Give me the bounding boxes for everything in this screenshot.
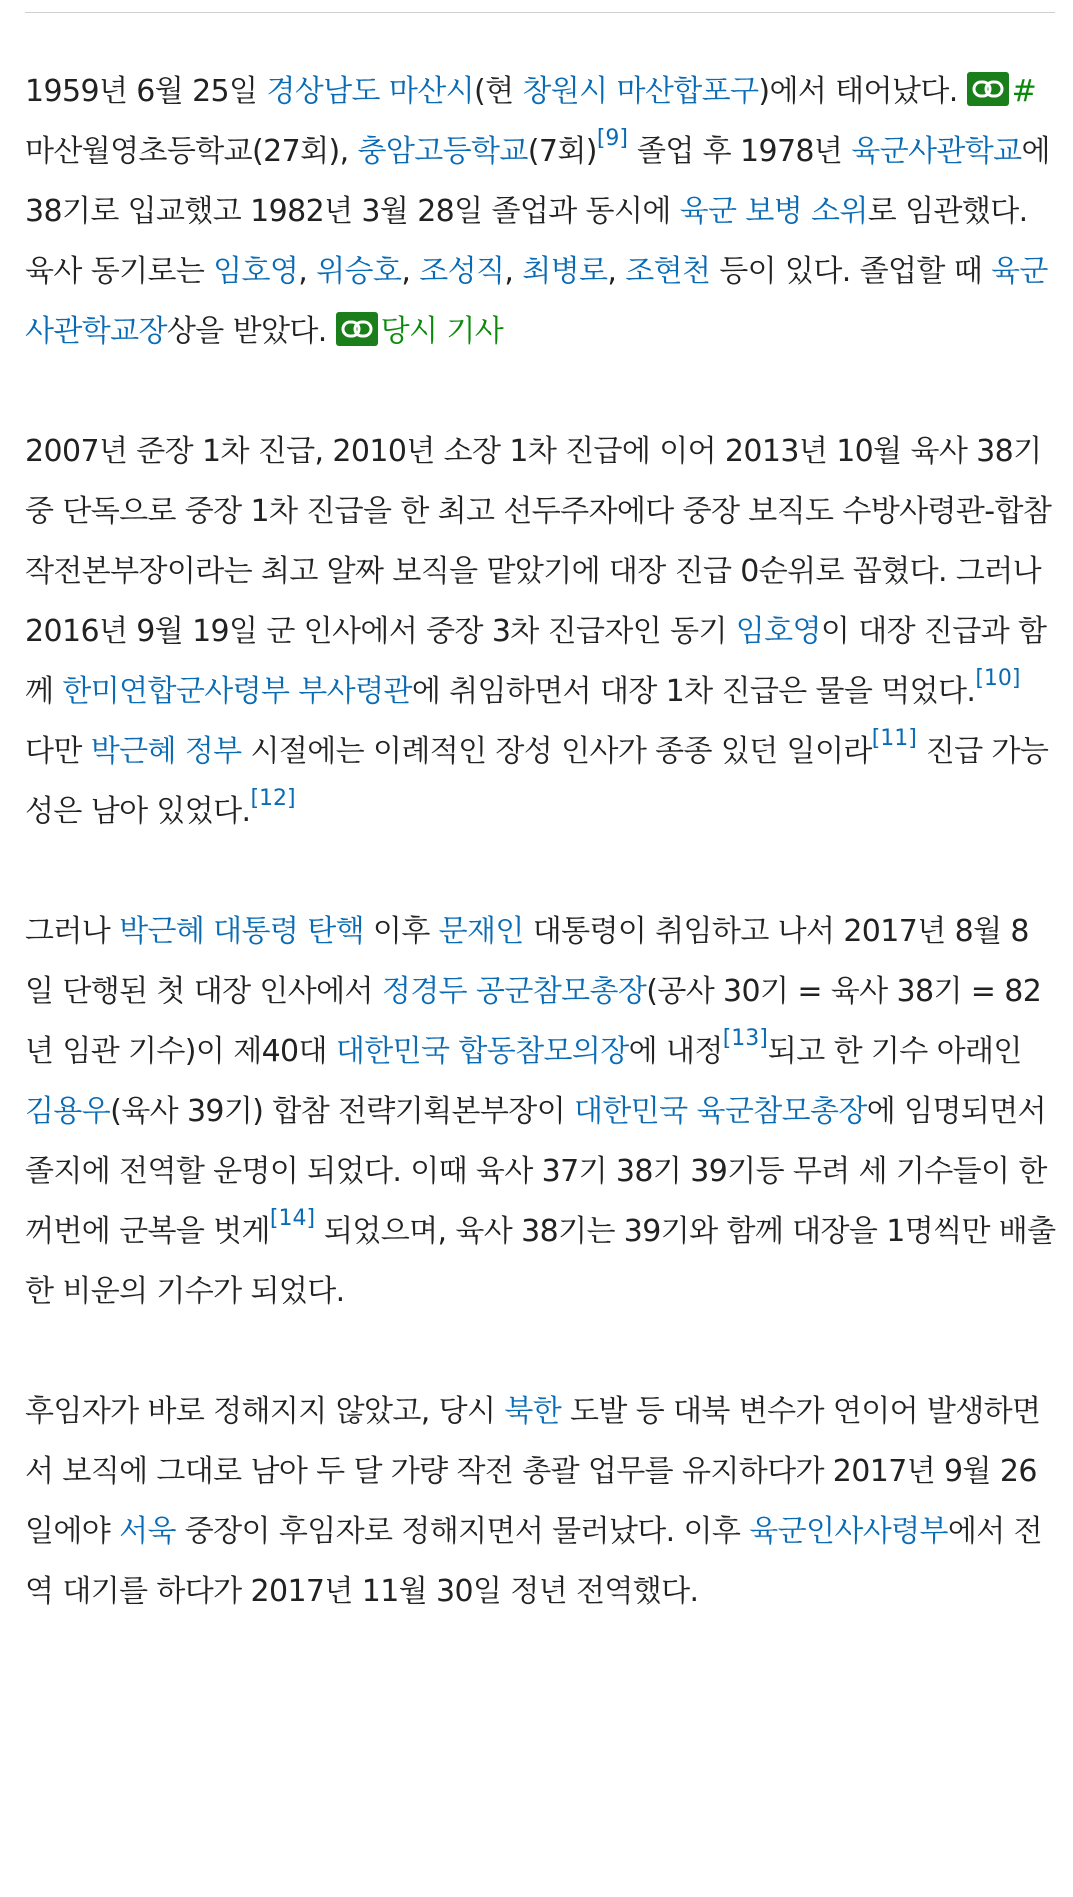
paragraph-1 [25, 62, 1057, 362]
text-run: 등이 있다. 졸업할 때 [710, 254, 992, 289]
link-wi-seung-ho[interactable]: 위승호 [316, 254, 402, 289]
link-korea-military-academy[interactable]: 육군사관학교 [851, 134, 1022, 169]
paragraph-4 [25, 1382, 1057, 1622]
text-run: 마산월영초등학교(27회), [25, 134, 358, 169]
external-link-icon[interactable] [967, 72, 1009, 106]
paragraph-3 [25, 902, 1057, 1322]
footnote-13[interactable]: [13] [722, 1026, 768, 1051]
link-army-infantry-second-lieutenant[interactable]: 육군 보병 소위 [679, 194, 868, 229]
text-run: 2007년 준장 1차 진급, 2010년 소장 1차 진급에 이어 2013년 10월 육사 38기 중 단독으로 중장 1차 진급을 한 최고 선두주자에다 중장 보직도 수방사령관-합참 작전본부장이라는 최고 알짜 보직을 맡았기에 대장 진급 0순위로 꼽혔다. 그러나 2016년 9월 19일 군 인사에서 중장 3차 진급자인 동기 [25, 434, 1052, 649]
link-cho-hyun-chun[interactable]: 조현천 [625, 254, 711, 289]
external-link-news-article[interactable]: 당시 기사 [380, 314, 504, 349]
text-run: 에 임명되면서 졸지에 전역할 운명이 되었다. 이때 육사 37기 38기 39기등 무려 세 기수들이 한꺼번에 군복을 벗게 [25, 1094, 1047, 1249]
link-army-chief-of-staff[interactable]: 대한민국 육군참모총장 [574, 1094, 867, 1129]
text-run: 1959년 6월 25일 [25, 74, 267, 109]
link-chungam-high-school[interactable]: 충암고등학교 [357, 134, 528, 169]
paragraph-2 [25, 422, 1057, 842]
text-run: (현 [473, 74, 523, 109]
link-gyeongsangnam-masan[interactable]: 경상남도 마산시 [266, 74, 474, 109]
text-run: 되었으며, 육사 38기는 39기와 함께 대장을 1명씩만 배출한 비운의 기수가 되었다. [25, 1214, 1056, 1309]
link-north-korea[interactable]: 북한 [504, 1394, 562, 1429]
link-lim-ho-young[interactable]: 임호영 [735, 614, 821, 649]
top-divider [25, 12, 1055, 13]
footnote-12[interactable]: [12] [250, 786, 296, 811]
footnote-11[interactable]: [11] [871, 726, 917, 751]
text-run: 로 임관했다. 육사 동기로는 [25, 194, 1028, 289]
link-lim-ho-young[interactable]: 임호영 [213, 254, 299, 289]
text-run: 에 취임하면서 대장 1차 진급은 물을 먹었다. [411, 674, 976, 709]
link-suh-wook[interactable]: 서욱 [119, 1514, 176, 1549]
link-army-personnel-command[interactable]: 육군인사사령부 [749, 1514, 948, 1549]
text-run: 상을 받았다. [166, 314, 336, 349]
text-run: (7회) [527, 134, 597, 169]
text-run: , [401, 254, 420, 289]
text-run: 이후 [364, 914, 439, 949]
article-body [25, 62, 1057, 1682]
text-run: 도발 등 대북 변수가 연이어 발생하면서 보직에 그대로 남아 두 달 가량 작전 총괄 업무를 유지하다가 2017년 9월 26일에야 [25, 1394, 1041, 1549]
text-run: 에 38기로 입교했고 1982년 3월 28일 졸업과 동시에 [25, 134, 1050, 229]
text-run: 되고 한 기수 아래인 [767, 1034, 1022, 1069]
text-run: 에 내정 [628, 1034, 723, 1069]
text-run: 다만 [25, 734, 91, 769]
link-jeong-kyeong-doo[interactable]: 정경두 공군참모총장 [381, 974, 647, 1009]
footnote-9[interactable]: [9] [596, 126, 629, 151]
text-run: 그러나 [25, 914, 120, 949]
text-run: 에서 전역 대기를 하다가 2017년 11월 30일 정년 전역했다. [25, 1514, 1042, 1609]
text-run: 대통령이 취임하고 나서 2017년 8월 8일 단행된 첫 대장 인사에서 [25, 914, 1029, 1009]
text-run: 졸업 후 1978년 [628, 134, 852, 169]
text-run: , [504, 254, 523, 289]
link-park-geun-hye-impeachment[interactable]: 박근혜 대통령 탄핵 [119, 914, 364, 949]
link-kma-superintendent[interactable]: 육군사관학교장 [25, 254, 1048, 349]
link-moon-jae-in[interactable]: 문재인 [438, 914, 524, 949]
footnote-14[interactable]: [14] [269, 1206, 316, 1231]
link-changwon-masanhappo[interactable]: 창원시 마산합포구 [522, 74, 759, 109]
text-run: (공사 30기 = 육사 38기 = 82년 임관 기수)이 제40대 [25, 974, 1042, 1069]
text-run: 진급 가능성은 남아 있었다. [25, 734, 1049, 829]
text-run: 중장이 후임자로 정해지면서 물러났다. 이후 [175, 1514, 750, 1549]
link-cho-seong-jik[interactable]: 조성직 [419, 254, 505, 289]
text-run: 이 대장 진급과 함께 [25, 614, 1047, 709]
text-run: 시절에는 이례적인 장성 인사가 종종 있던 일이라 [241, 734, 872, 769]
text-run: 후임자가 바로 정해지지 않았고, 당시 [25, 1394, 505, 1429]
link-park-geun-hye-government[interactable]: 박근혜 정부 [90, 734, 242, 769]
footnote-10[interactable]: [10] [975, 666, 1021, 691]
external-link-hash[interactable]: # [1011, 74, 1037, 109]
link-cfc-deputy-commander[interactable]: 한미연합군사령부 부사령관 [62, 674, 412, 709]
text-run: , [607, 254, 626, 289]
link-choi-byeong-ro[interactable]: 최병로 [522, 254, 608, 289]
link-kim-yong-woo[interactable]: 김용우 [25, 1094, 111, 1129]
text-run: )에서 태어났다. [758, 74, 967, 109]
text-run: , [298, 254, 317, 289]
text-run: (육사 39기) 합참 전략기획본부장이 [110, 1094, 575, 1129]
link-jcs-chairman[interactable]: 대한민국 합동참모의장 [335, 1034, 629, 1069]
external-link-icon[interactable] [336, 312, 378, 346]
